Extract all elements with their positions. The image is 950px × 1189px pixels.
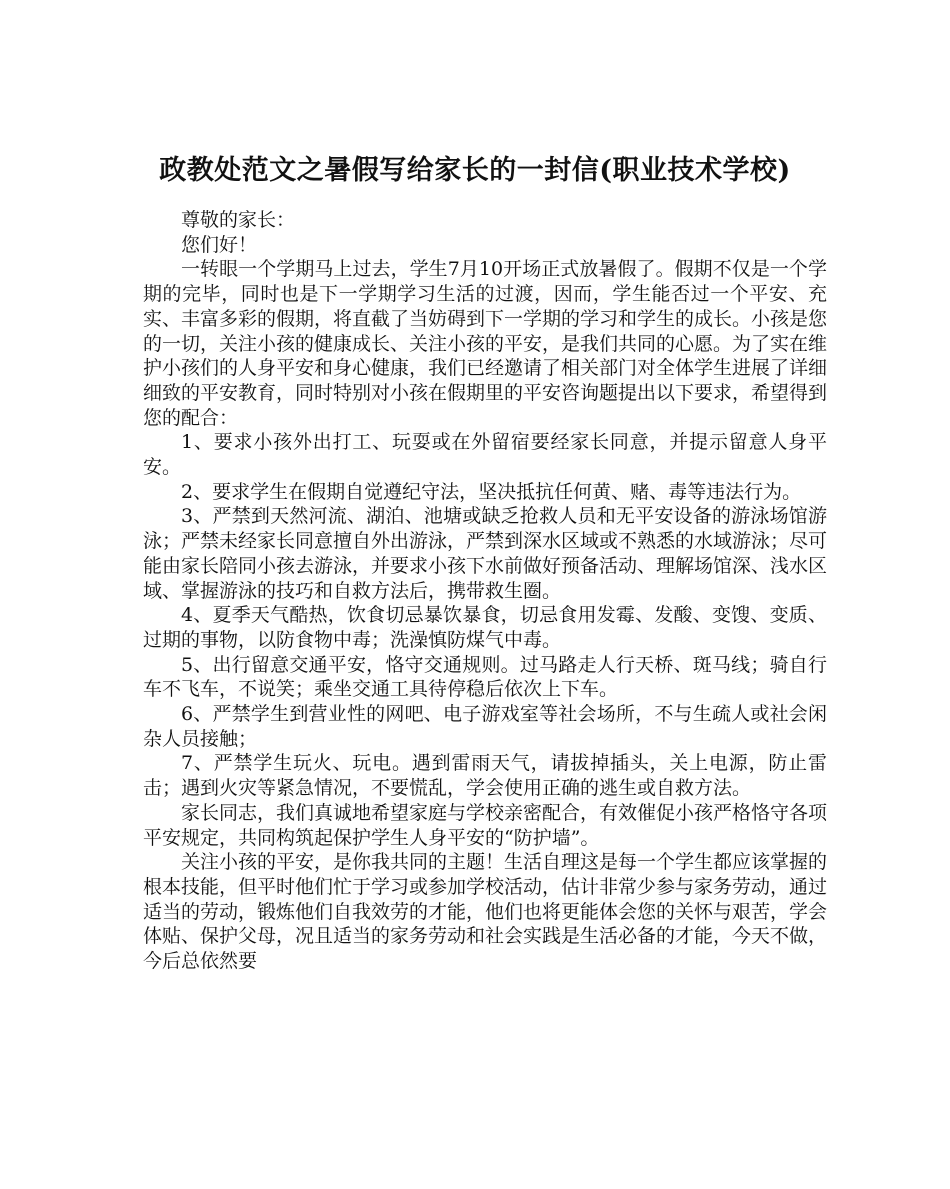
greeting-paragraph: 尊敬的家长： <box>181 209 296 231</box>
letter-body <box>143 208 827 974</box>
document-title: 政教处范文之暑假写给家长的一封信(职业技术学校) <box>159 155 791 187</box>
requirement-7-paragraph: 7、严禁学生玩火、玩电。遇到雷雨天气，请拔掉插头，关上电源，防止雷击；遇到火灾等紧急情况，不要慌乱，学会使用正确的逃生或自救方法。 <box>143 752 827 800</box>
requirement-3-paragraph: 3、严禁到天然河流、湖泊、池塘或缺乏抢救人员和无平安设备的游泳场馆游泳；严禁未经家长同意擅自外出游泳，严禁到深水区域或不熟悉的水域游泳；尽可能由家长陪同小孩去游泳，并要求小孩下水前做好预备活动、理解场馆深、浅水区域、掌握游泳的技巧和自救方法后，携带救生圈。 <box>143 505 828 602</box>
self-care-paragraph: 关注小孩的平安，是你我共同的主题！生活自理这是每一个学生都应该掌握的根本技能，但平时他们忙于学习或参加学校活动，估计非常少参与家务劳动，通过适当的劳动，锻炼他们自我效劳的才能，他们也将更能体会您的关怀与艰苦，学会体贴、保护父母，况且适当的家务劳动和社会实践是生活必备的才能，今天不做，今后总依然要 <box>143 851 828 973</box>
requirement-5-paragraph: 5、出行留意交通平安，恪守交通规则。过马路走人行天桥、斑马线；骑自行车不飞车，不说笑；乘坐交通工具待停稳后依次上下车。 <box>143 653 827 701</box>
requirement-6-paragraph: 6、严禁学生到营业性的网吧、电子游戏室等社会场所，不与生疏人或社会闲杂人员接触； <box>143 703 827 750</box>
requirement-4-paragraph: 4、夏季天气酷热，饮食切忌暴饮暴食，切忌食用发霉、发酸、变馊、变质、过期的事物，以防食物中毒；洗澡慎防煤气中毒。 <box>143 604 827 651</box>
intro-paragraph: 一转眼一个学期马上过去，学生7月10开场正式放暑假了。假期不仅是一个学期的完毕，同时也是下一学期学习生活的过渡，因而，学生能否过一个平安、充实、丰富多彩的假期，将直截了当妨碍到下一学期的学习和学生的成长。小孩是您的一切，关注小孩的健康成长、关注小孩的平安，是我们共同的心愿。为了实在维护小孩们的人身平安和身心健康，我们已经邀请了相关部门对全体学生进展了详细细致的平安教育，同时特别对小孩在假期里的平安咨询题提出以下要求，希望得到您的配合： <box>143 258 828 429</box>
requirement-1-paragraph: 1、要求小孩外出打工、玩耍或在外留宿要经家长同意，并提示留意人身平安。 <box>143 431 827 479</box>
requirement-2-paragraph: 2、要求学生在假期自觉遵纪守法，坚决抵抗任何黄、赌、毒等违法行为。 <box>181 480 802 503</box>
salutation-paragraph: 您们好！ <box>181 233 258 256</box>
parent-appeal-paragraph: 家长同志，我们真诚地希望家庭与学校亲密配合，有效催促小孩严格恪守各项平安规定，共同构筑起保护学生人身平安的“防护墙”。 <box>143 801 828 849</box>
